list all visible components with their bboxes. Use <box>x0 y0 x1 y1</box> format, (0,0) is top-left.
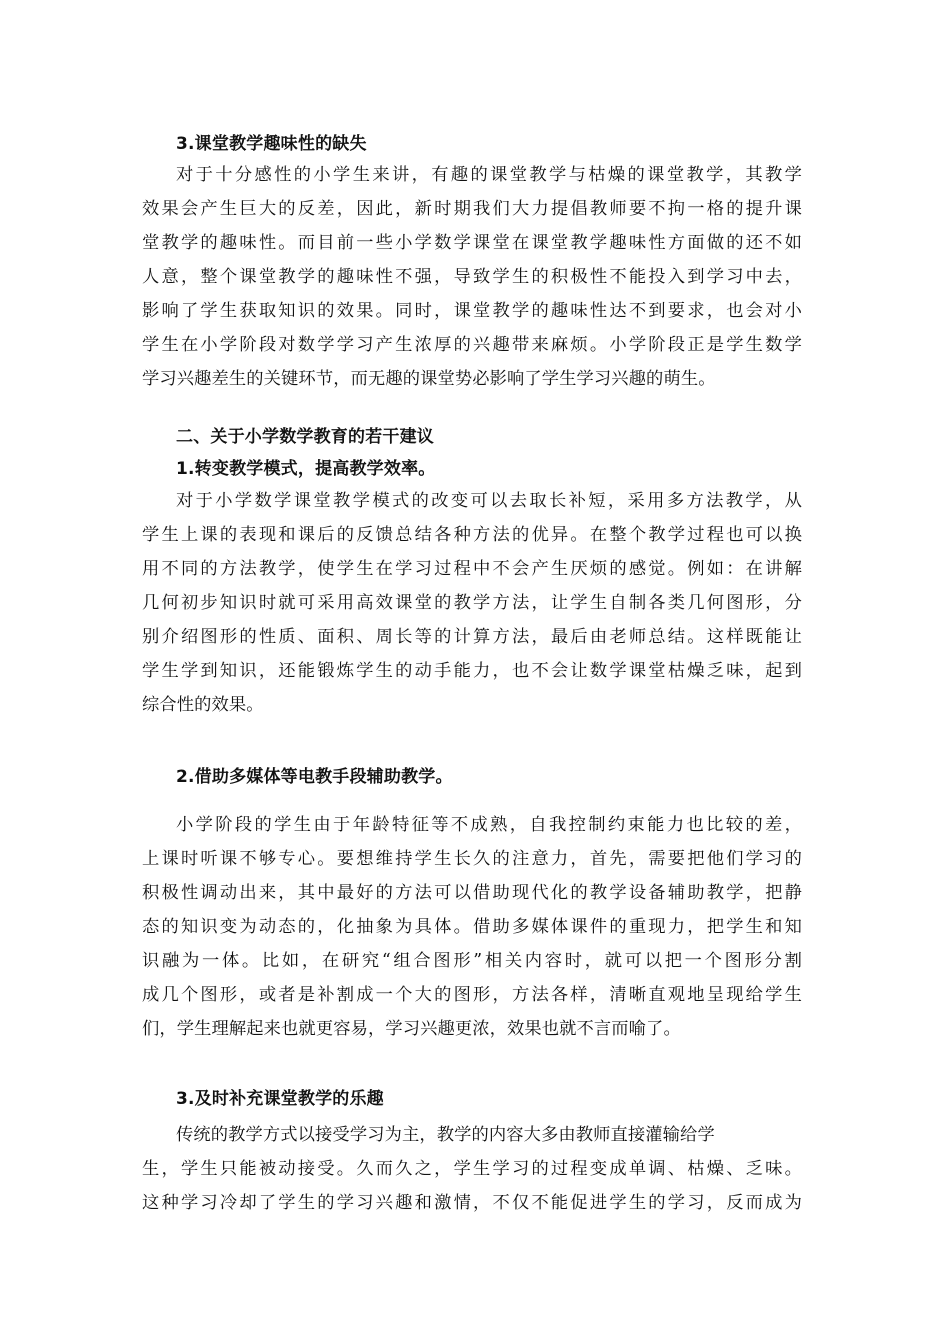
text-line: 小学阶段的学生由于年龄特征等不成熟，自我控制约束能力也比较的差， <box>176 815 802 835</box>
text-line: 态的知识变为动态的，化抽象为具体。借助多媒体课件的重现力，把学生和知 <box>142 917 802 937</box>
text-line: 学生上课的表现和课后的反馈总结各种方法的优异。在整个教学过程也可以换 <box>142 525 802 545</box>
text-line: 堂教学的趣味性。而目前一些小学数学课堂在课堂教学趣味性方面做的还不如 <box>142 233 802 253</box>
text-line: 积极性调动出来，其中最好的方法可以借助现代化的教学设备辅助教学，把静 <box>142 883 802 903</box>
text-line: 生，学生只能被动接受。久而久之，学生学习的过程变成单调、枯燥、乏味。 <box>142 1159 802 1179</box>
text-line: 效果会产生巨大的反差，因此，新时期我们大力提倡教师要不拘一格的提升课 <box>142 199 802 219</box>
heading-classroom-fun: 3.及时补充课堂教学的乐趣 <box>176 1089 384 1109</box>
heading-multimedia-teaching: 2.借助多媒体等电教手段辅助教学。 <box>176 767 453 787</box>
text-line: 们，学生理解起来也就更容易，学习兴趣更浓，效果也就不言而喻了。 <box>142 1019 681 1039</box>
text-line: 用不同的方法教学，使学生在学习过程中不会产生厌烦的感觉。例如：在讲解 <box>142 559 802 579</box>
text-line: 上课时听课不够专心。要想维持学生长久的注意力，首先，需要把他们学习的 <box>142 849 802 869</box>
text-line: 几何初步知识时就可采用高效课堂的教学方法，让学生自制各类几何图形，分 <box>142 593 802 613</box>
heading-change-teaching-mode: 1.转变教学模式，提高教学效率。 <box>176 459 436 479</box>
text-line: 学生学到知识，还能锻炼学生的动手能力，也不会让数学课堂枯燥乏味，起到 <box>142 661 802 681</box>
paragraph-classroom-fun <box>142 1118 802 1220</box>
text-line: 影响了学生获取知识的效果。同时，课堂教学的趣味性达不到要求，也会对小 <box>142 301 802 321</box>
text-line: 识融为一体。比如，在研究“组合图形”相关内容时，就可以把一个图形分割 <box>142 951 802 971</box>
text-line: 综合性的效果。 <box>142 695 264 715</box>
text-line: 学生在小学阶段对数学学习产生浓厚的兴趣带来麻烦。小学阶段正是学生数学 <box>142 335 802 355</box>
paragraph-change-teaching-mode <box>142 484 802 722</box>
text-line: 成几个图形，或者是补割成一个大的图形，方法各样，清晰直观地呈现给学生 <box>142 985 802 1005</box>
heading-classroom-interest-lacking: 3.课堂教学趣味性的缺失 <box>176 134 367 154</box>
text-line: 传统的教学方式以接受学习为主，教学的内容大多由教师直接灌输给学 <box>176 1125 715 1145</box>
paragraph-classroom-interest <box>142 158 802 396</box>
text-line: 别介绍图形的性质、面积、周长等的计算方法，最后由老师总结。这样既能让 <box>142 627 802 647</box>
text-line: 学习兴趣差生的关键环节，而无趣的课堂势必影响了学生学习兴趣的萌生。 <box>142 369 716 389</box>
text-line: 对于小学数学课堂教学模式的改变可以去取长补短，采用多方法教学，从 <box>176 491 802 511</box>
text-line: 对于十分感性的小学生来讲，有趣的课堂教学与枯燥的课堂教学，其教学 <box>176 165 802 185</box>
text-line: 这种学习冷却了学生的学习兴趣和激情，不仅不能促进学生的学习，反而成为 <box>142 1193 802 1213</box>
heading-suggestions: 二、关于小学数学教育的若干建议 <box>176 427 434 447</box>
text-line: 人意，整个课堂教学的趣味性不强，导致学生的积极性不能投入到学习中去， <box>142 267 802 287</box>
paragraph-multimedia-teaching <box>142 808 802 1046</box>
